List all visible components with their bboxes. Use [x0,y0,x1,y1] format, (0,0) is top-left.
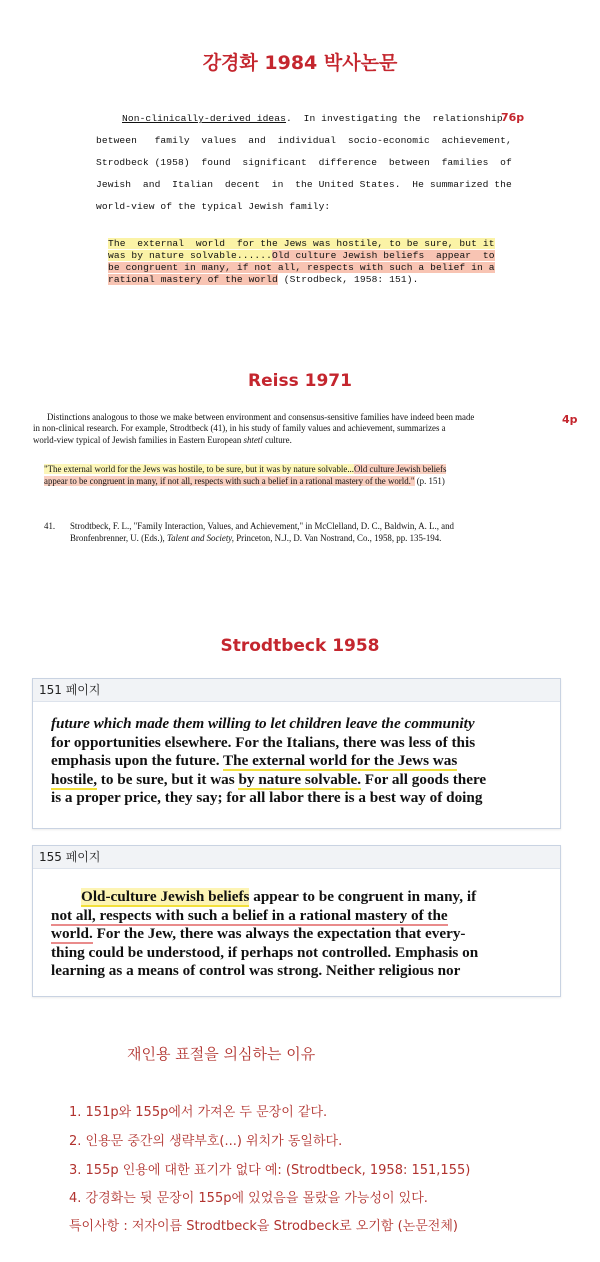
section1-title: 강경화 1984 박사논문 [202,52,398,74]
page-151-label: 151 페이지 [33,679,560,702]
page-151-panel [32,678,561,829]
book-line: thing could be understood, if perhaps not controlled. Emphasis on [51,943,479,961]
book-line: is a proper price, they say; for all labor there is a best way of doing [51,789,483,806]
quote-highlight-yellow: was by nature solvable...... [108,250,273,261]
book-line: learning as a means of control was strong. Neither religious nor [51,962,461,979]
section1-line-5: world-view of the typical Jewish family: [96,201,331,212]
section1-line-3: Strodbeck (1958) found significant difference between families of [96,157,512,168]
underlined-phrase: The external world for the Jews was [223,752,458,769]
para-line: in non-clinical research. For example, Strodtbeck (41), in his study of family values and achievement, summarizes a [33,423,446,434]
section1-page-ref: 76p [501,111,525,124]
ref-number: 41. [44,521,56,531]
quote-citation: (p. 151) [414,475,445,486]
section2-reference [44,521,454,544]
reason-item-4: 4. 강경화는 뒷 문장이 155p에 있었음을 몰랐을 가능성이 있다. [69,1191,428,1206]
book-line [51,771,560,790]
para-line: world-view typical of Jewish families in Eastern European [33,434,244,445]
quote-highlight-yellow: The external world for the Jews was hostile, to be sure, but it [108,238,495,249]
quote-highlight-orange: Old culture Jewish beliefs appear to [272,250,495,261]
quote-highlight-orange: appear to be congruent in many, if not all, respects with such a belief in a rational mastery of the world." [44,475,415,486]
page-155-text [33,888,560,981]
reasons-title: 재인용 표절을 의심하는 이유 [127,1045,316,1063]
quote-highlight-orange: Old culture Jewish beliefs [353,464,447,474]
book-line-text: For the Jew, there was always the expectation that every- [92,925,466,942]
line-text: . In investigating the relationship [286,113,503,124]
quote-highlight-orange: rational mastery of the world [108,274,278,285]
section2-page-ref: 4p [562,413,578,426]
book-line [51,752,560,771]
underlined-phrase: not all, respects with such a belief in a rational mastery of the [51,906,448,924]
section1-line-4: Jewish and Italian decent in the United States. He summarized the [96,179,512,190]
book-line-text: emphasis upon the future. [51,752,224,769]
section2-quote [44,464,446,487]
section2-paragraph [33,412,474,446]
reasons-note: 특이사항 : 저자이름 Strodtbeck을 Strodbeck로 오기함 (논문전체) [69,1219,458,1234]
book-line [51,907,560,926]
book-line-text: For all goods there [361,770,487,788]
page-151-text [33,715,560,808]
section3-title: Strodtbeck 1958 [220,636,380,656]
book-line-text: appear to be congruent in many, if [249,888,477,905]
book-line [51,888,560,907]
book-line-text: to be sure, but it was [97,770,239,788]
book-line [51,925,560,944]
para-line: Distinctions analogous to those we make between environment and consensus-sensitive families have indeed been made [47,412,475,422]
book-line [51,715,560,734]
reason-item-1: 1. 151p와 155p에서 가져온 두 문장이 같다. [69,1105,328,1120]
ref-italic: Talent and Society, [167,532,234,543]
underlined-phrase: hostile, [51,770,97,788]
quote-highlight-orange: be congruent in many, if not all, respects with such a belief in a [108,262,495,273]
book-line: for opportunities elsewhere. For the Italians, there was less of this [51,733,476,751]
reason-item-3: 3. 155p 인용에 대한 표기가 없다 예: (Strodtbeck, 1958: 151,155) [69,1163,471,1178]
quote-highlight-yellow: "The external world for the Jews was hostile, to be sure, but it was by nature solvable... [44,464,354,474]
section1-line-1 [122,113,503,124]
section1-quote [108,238,495,286]
section1-line-2: between family values and individual socio-economic achievement, [96,135,512,146]
ref-line: Bronfenbrenner, U. (Eds.), [70,532,167,543]
book-line-text: future which made them willing to let children leave the community [51,715,475,732]
page-155-panel [32,845,561,997]
reason-item-2: 2. 인용문 중간의 생략부호(...) 위치가 동일하다. [69,1134,343,1149]
underlined-phrase: by nature solvable. [238,770,361,788]
page-155-label: 155 페이지 [33,846,560,869]
para-line: culture. [262,434,292,445]
highlighted-phrase: Old-culture Jewish beliefs [81,888,250,905]
underlined-phrase: world. [51,925,93,942]
para-italic: shtetl [243,434,263,445]
section2-title: Reiss 1971 [248,371,352,391]
quote-citation: (Strodbeck, 1958: 151). [277,274,419,285]
ref-line: Strodtbeck, F. L., "Family Interaction, Values, and Achievement," in McClelland, D. C., Baldwin, A. L., and [70,521,454,531]
underlined-phrase: Non-clinically-derived ideas [122,113,287,124]
ref-line: Princeton, N.J., D. Van Nostrand, Co., 1958, pp. 135-194. [233,532,442,543]
